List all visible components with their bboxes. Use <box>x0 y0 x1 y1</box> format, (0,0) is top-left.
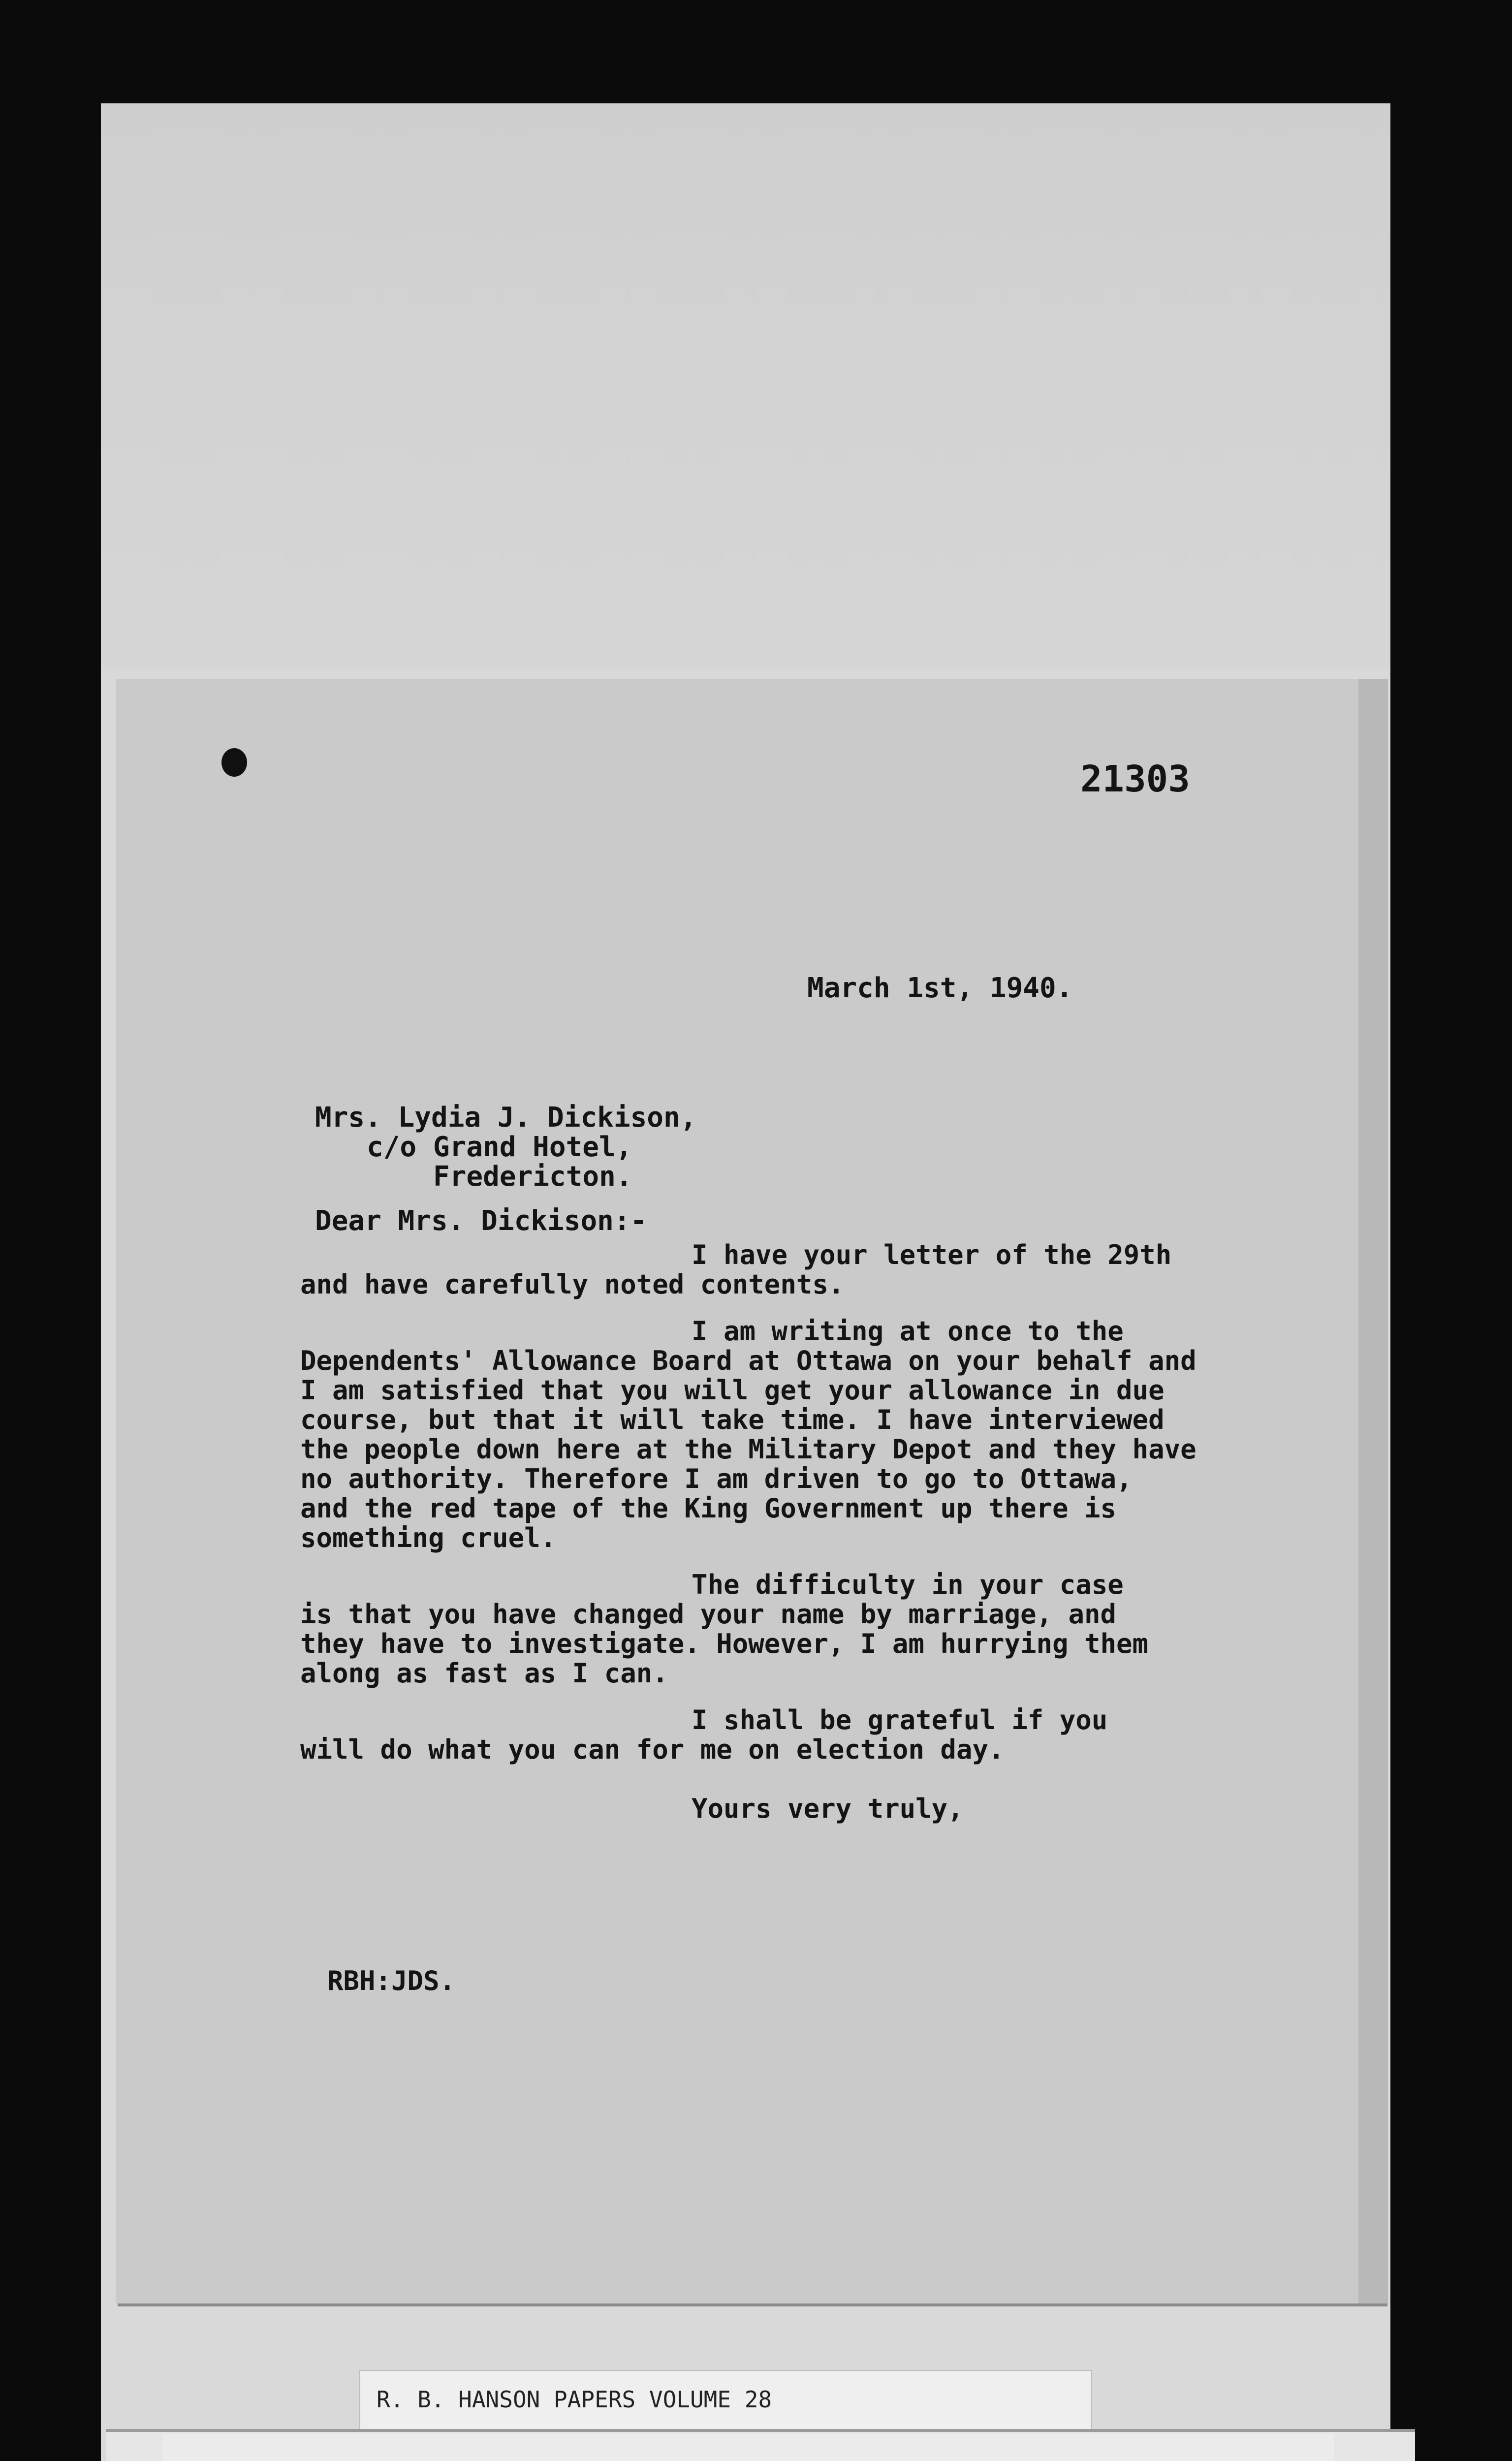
paragraph-3-line: The difficulty in your case <box>692 1569 1124 1600</box>
volume-label: R. B. HANSON PAPERS VOLUME 28 <box>377 2386 772 2413</box>
document-number: 21303 <box>1080 758 1190 800</box>
backing-top-area <box>101 103 1390 669</box>
recipient-name: Mrs. Lydia J. Dickison, <box>315 1102 697 1134</box>
punch-hole <box>221 748 247 777</box>
paragraph-2-line: something cruel. <box>300 1522 557 1553</box>
salutation: Dear Mrs. Dickison:- <box>315 1205 647 1237</box>
letter-closing: Yours very truly, <box>692 1793 964 1824</box>
paragraph-2-line: no authority. Therefore I am driven to go to Ottawa, <box>300 1463 1133 1494</box>
paragraph-4-line: will do what you can for me on election day. <box>300 1734 1005 1765</box>
recipient-city: Fredericton. <box>433 1161 632 1193</box>
letter-date: March 1st, 1940. <box>807 972 1073 1004</box>
letter-page-edge <box>1358 679 1388 2303</box>
paragraph-2-line: and the red tape of the King Government up there is <box>300 1493 1117 1524</box>
paragraph-3-line: they have to investigate. However, I am hurrying them <box>300 1628 1149 1659</box>
paragraph-2-line: the people down here at the Military Depot and they have <box>300 1434 1197 1465</box>
paragraph-3-line: along as fast as I can. <box>300 1658 668 1689</box>
paragraph-2-line: I am writing at once to the <box>692 1316 1124 1347</box>
typist-initials: RBH:JDS. <box>327 1965 456 1996</box>
paragraph-2-line: I am satisfied that you will get your allowance in due <box>300 1375 1165 1406</box>
archive-stamp-card <box>162 2434 1334 2461</box>
paragraph-1-line: I have your letter of the 29th <box>692 1239 1172 1270</box>
paragraph-1-line: and have carefully noted contents. <box>300 1269 845 1300</box>
paragraph-4-line: I shall be grateful if you <box>692 1704 1108 1735</box>
paragraph-2-line: Dependents' Allowance Board at Ottawa on your behalf and <box>300 1345 1197 1376</box>
paragraph-3-line: is that you have changed your name by marriage, and <box>300 1599 1117 1630</box>
paragraph-2-line: course, but that it will take time. I have interviewed <box>300 1404 1165 1435</box>
recipient-address-line: c/o Grand Hotel, <box>367 1131 632 1163</box>
